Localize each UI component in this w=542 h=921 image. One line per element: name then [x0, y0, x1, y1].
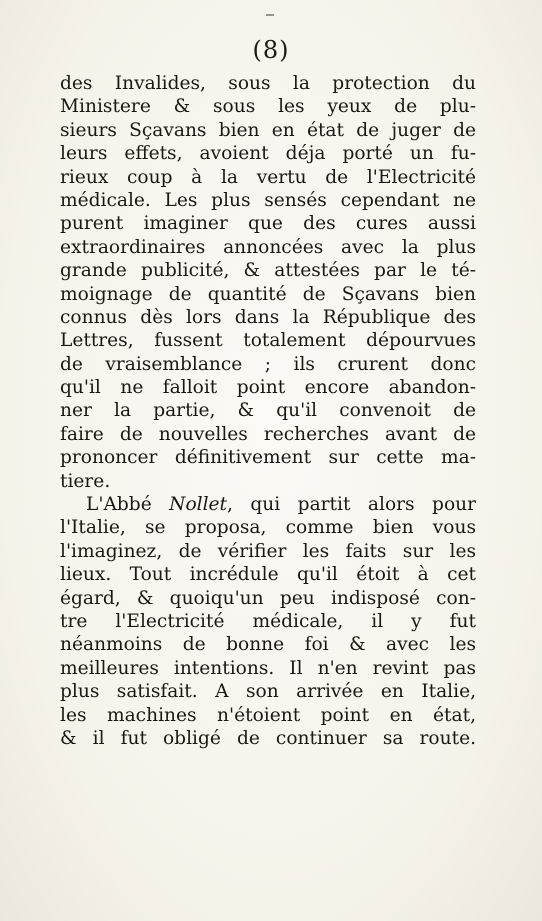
text-line: médicale. Les plus sensés cependant ne	[60, 189, 476, 211]
text-line: & il fut obligé de continuer sa route.	[60, 727, 476, 749]
text-line: plus satisfait. A son arrivée en Italie,	[60, 681, 476, 703]
header-mark	[266, 14, 274, 16]
text-line: faire de nouvelles recherches avant de	[60, 423, 476, 445]
text-line: prononcer définitivement sur cette ma-	[60, 447, 476, 469]
text-line: Lettres, fussent totalement dépourvues	[60, 330, 476, 352]
text-line: qu'il ne falloit point encore abandon-	[60, 377, 476, 399]
text-line: connus dès lors dans la République des	[60, 306, 476, 328]
text-line: meilleures intentions. Il n'en revint pas	[60, 657, 476, 679]
text-line: leurs effets, avoient déja porté un fu-	[60, 143, 476, 165]
text-line: néanmoins de bonne foi & avec les	[60, 634, 476, 656]
text-line: l'Italie, se proposa, comme bien vous	[60, 517, 476, 539]
text-line: les machines n'étoient point en état,	[60, 704, 476, 726]
text-fragment: , qui partit alors pour	[227, 494, 477, 516]
text-line: purent imaginer que des cures aussi	[60, 213, 476, 235]
text-line: moignage de quantité de Sçavans bien	[60, 283, 476, 305]
person-name: Nollet	[169, 494, 228, 516]
text-line: extraordinaires annoncées avec la plus	[60, 236, 476, 258]
paragraph-1	[60, 72, 476, 493]
text-line: des Invalides, sous la protection du	[60, 73, 476, 94]
page-number: (8)	[252, 36, 290, 64]
body-text	[60, 72, 476, 750]
paragraph-2	[60, 493, 476, 750]
text-line: lieux. Tout incrédule qu'il étoit à cet	[60, 564, 476, 586]
text-line: grande publicité, & attestées par le té-	[60, 260, 476, 282]
text-line: tre l'Electricité médicale, il y fut	[60, 610, 476, 632]
text-line: de vraisemblance ; ils crurent donc	[60, 353, 476, 375]
text-line: sieurs Sçavans bien en état de juger de	[60, 119, 476, 141]
text-line: rieux coup à la vertu de l'Electricité	[60, 166, 476, 188]
text-line: Ministere & sous les yeux de plu-	[60, 96, 476, 118]
text-line: ner la partie, & qu'il convenoit de	[60, 400, 476, 422]
text-line: égard, & quoiqu'un peu indisposé con-	[60, 587, 476, 609]
text-fragment: L'Abbé	[86, 494, 170, 516]
text-line: l'imaginez, de vérifier les faits sur les	[60, 540, 476, 562]
text-line-first	[60, 493, 476, 516]
text-line-last: tiere.	[60, 470, 111, 492]
